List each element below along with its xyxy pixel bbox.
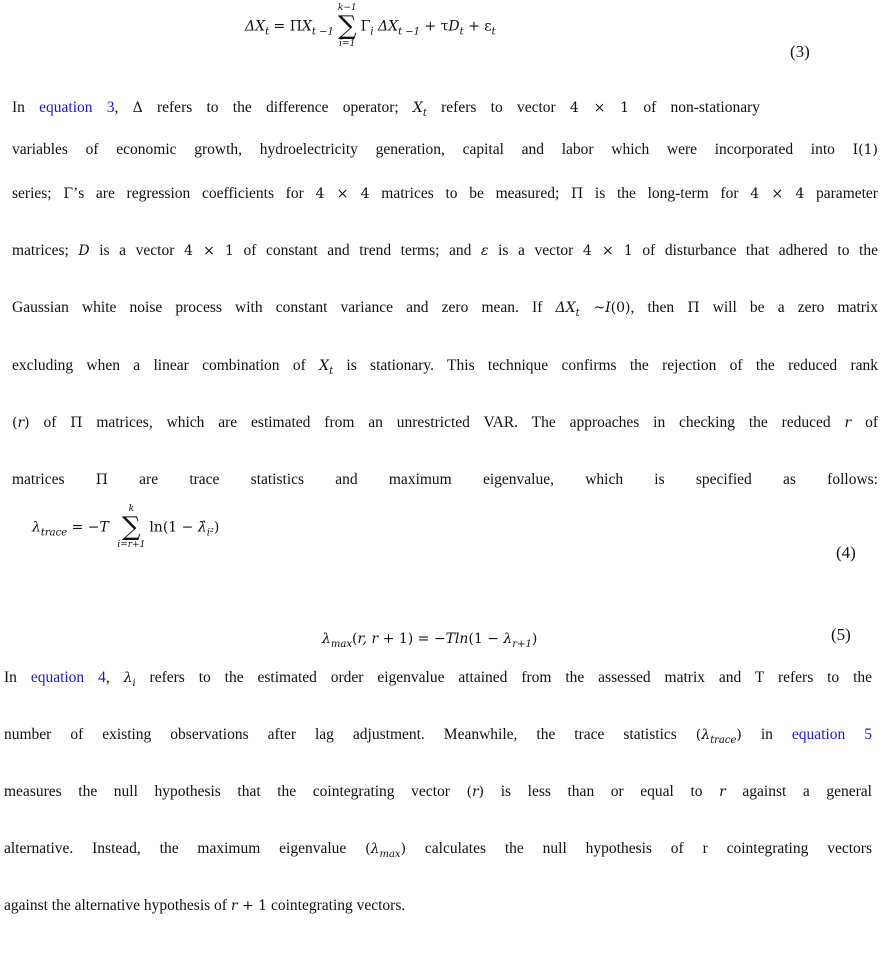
sigma-glyph: ∑: [122, 512, 141, 542]
math-run: T: [99, 519, 114, 536]
math-run: trace: [710, 735, 737, 746]
math-run: t: [575, 308, 580, 319]
math-run: (: [695, 727, 702, 743]
math-run: ~: [579, 300, 606, 316]
text-line: [12, 413, 878, 433]
math-run: + ε: [463, 18, 492, 35]
text-line: [12, 140, 878, 160]
math-run: r+1: [512, 639, 532, 650]
text-line: [12, 298, 878, 318]
equation-5-label: (5): [831, 625, 851, 644]
math-run: Γ: [360, 18, 371, 35]
math-run: r: [844, 415, 852, 431]
math-run: λ: [503, 631, 513, 647]
text-run: will be a zero matrix: [699, 299, 878, 316]
math-run: (0): [610, 300, 631, 316]
math-run: t: [265, 26, 270, 38]
math-run: = −: [67, 519, 100, 536]
math-run: r: [719, 784, 726, 800]
text-line: [12, 184, 878, 204]
text-line: [12, 98, 760, 118]
text-run: In: [4, 669, 31, 686]
text-run: refers to the difference operator;: [142, 99, 413, 116]
text-run: number of existing observations after lag adjustment. Meanwhile, the trace statistics: [4, 726, 696, 743]
text-run: In: [12, 99, 40, 116]
sum-lower-limit: i=r+1: [117, 540, 146, 551]
math-run: ): [736, 727, 742, 743]
text-run: series;: [12, 185, 64, 202]
math-run: λ: [701, 727, 711, 743]
math-run: t: [491, 26, 496, 38]
text-run: parameter: [804, 185, 878, 202]
math-run: Π: [70, 415, 83, 431]
sum-lower-limit: i=1: [339, 39, 356, 50]
text-run: ,: [105, 669, 124, 686]
math-run: λ̂: [197, 519, 207, 536]
text-run: against a general: [725, 783, 872, 800]
math-run: trace: [40, 527, 68, 539]
text-run: are trace statistics and maximum eigenvalue, which is specified as follows:: [107, 471, 878, 488]
math-run: + 1) = −: [378, 631, 446, 647]
text-run: , then: [630, 299, 688, 316]
math-run: X: [319, 358, 330, 374]
math-run: Δ: [132, 100, 143, 116]
math-run: Tln: [445, 631, 469, 647]
math-run: λ: [370, 841, 380, 857]
math-run: λ: [123, 670, 133, 686]
text-line: [12, 356, 878, 376]
text-run: variables of economic growth, hydroelectricity generation, capital and labor which were incorporated into: [12, 141, 853, 158]
equation-5: [322, 629, 537, 650]
text-line: [4, 896, 405, 916]
equation-4-label: (4): [836, 543, 856, 562]
equation-4: [32, 505, 219, 550]
text-run: ,: [114, 99, 133, 116]
math-run: (: [12, 415, 18, 431]
sum-upper-limit: k−1: [337, 3, 357, 13]
text-run: is stationary. This technique confirms the rejection of the reduced rank: [333, 357, 878, 374]
math-run: 4 × 1: [183, 243, 234, 259]
text-run: of: [851, 414, 878, 431]
text-run: is the long-term for: [583, 185, 751, 202]
math-run: t −1: [398, 26, 421, 38]
math-run: Π: [95, 472, 108, 488]
math-run: D: [78, 243, 90, 259]
text-run: against the alternative hypothesis of: [4, 897, 231, 914]
math-run: + 1: [237, 898, 268, 914]
math-run: i²: [206, 527, 214, 539]
math-run: r: [230, 898, 238, 914]
text-run: matrices: [12, 471, 96, 488]
math-run: ): [478, 784, 485, 800]
math-run: max: [330, 639, 352, 650]
text-run: ’s are regression coefficients for: [73, 185, 316, 202]
math-run: ΔX: [245, 18, 266, 35]
text-line: [4, 782, 872, 802]
math-run: ): [213, 519, 220, 536]
math-run: ln(1 −: [149, 519, 198, 536]
math-run: 4 × 1: [569, 100, 630, 116]
math-run: r: [17, 415, 25, 431]
equation-3: [245, 4, 496, 49]
math-run: Π: [570, 186, 584, 202]
equation-link[interactable]: equation 3: [39, 99, 115, 116]
math-run: I: [605, 300, 611, 316]
text-run: of disturbance that adhered to the: [632, 242, 878, 259]
math-run: (: [365, 841, 371, 857]
math-run: ): [400, 841, 407, 857]
text-line: [4, 839, 872, 859]
text-run: excluding when a linear combination of: [12, 357, 320, 374]
math-run: λ: [32, 519, 41, 536]
text-run: in: [741, 726, 792, 743]
math-run: i: [370, 26, 374, 38]
math-run: ΔX: [373, 18, 399, 35]
text-run: matrices, which are estimated from an unrestricted VAR. The approaches in checking the reduced: [82, 414, 845, 431]
math-run: Π: [687, 300, 700, 316]
text-line: [4, 725, 872, 745]
text-line: [12, 241, 878, 261]
text-run: is less than or equal to: [484, 783, 720, 800]
math-run: r, r: [357, 631, 379, 647]
text-run: of non-stationary: [629, 99, 760, 116]
sum-upper-limit: k: [128, 504, 135, 514]
text-run: measures the null hypothesis that the cointegrating vector: [4, 783, 467, 800]
text-run: alternative. Instead, the maximum eigenvalue: [4, 840, 366, 857]
math-run: λ: [322, 631, 331, 647]
math-run: ): [531, 631, 538, 647]
math-run: (: [466, 784, 472, 800]
equation-link[interactable]: equation 4: [30, 669, 106, 686]
summation-symbol: [338, 4, 357, 49]
math-run: r: [471, 784, 479, 800]
math-run: + τ: [420, 18, 449, 35]
text-run: is a vector: [488, 242, 583, 259]
math-run: t: [422, 108, 427, 119]
math-run: (: [351, 631, 358, 647]
math-run: t −1: [311, 26, 334, 38]
math-run: X: [412, 100, 423, 116]
text-run: cointegrating vectors.: [267, 897, 406, 914]
text-run: matrices to be measured;: [369, 185, 571, 202]
text-run: refers to vector: [426, 99, 570, 116]
text-run: is a vector: [89, 242, 184, 259]
math-run: ΔX: [555, 300, 576, 316]
text-run: refers to the estimated order eigenvalue attained from the assessed matrix and T refers to the: [135, 669, 872, 686]
math-run: ε: [481, 243, 489, 259]
math-run: i: [132, 678, 136, 689]
math-run: = Π: [269, 18, 302, 35]
equation-3-label: (3): [790, 42, 810, 61]
text-run: calculates the null hypothesis of r cointegrating vectors: [406, 840, 872, 857]
math-run: 4 × 4: [750, 186, 805, 202]
math-run: X: [301, 18, 312, 35]
math-run: 4 × 4: [315, 186, 370, 202]
text-run: Gaussian white noise process with constant variance and zero mean. If: [12, 299, 556, 316]
math-run: ): [24, 415, 30, 431]
text-run: matrices;: [12, 242, 79, 259]
math-run: I(1): [852, 142, 878, 158]
text-line: [12, 470, 878, 490]
math-run: max: [379, 849, 401, 860]
math-run: Γ: [63, 186, 74, 202]
math-run: t: [459, 26, 464, 38]
summation-symbol: [117, 505, 145, 550]
math-run: t: [329, 366, 334, 377]
math-run: 4 × 1: [582, 243, 633, 259]
equation-link[interactable]: equation 5: [791, 726, 872, 743]
text-run: of: [29, 414, 71, 431]
math-run: D: [448, 18, 460, 35]
text-run: of constant and trend terms; and: [233, 242, 481, 259]
sigma-glyph: ∑: [337, 11, 357, 41]
text-line: [4, 668, 872, 688]
math-run: (1 −: [468, 631, 504, 647]
